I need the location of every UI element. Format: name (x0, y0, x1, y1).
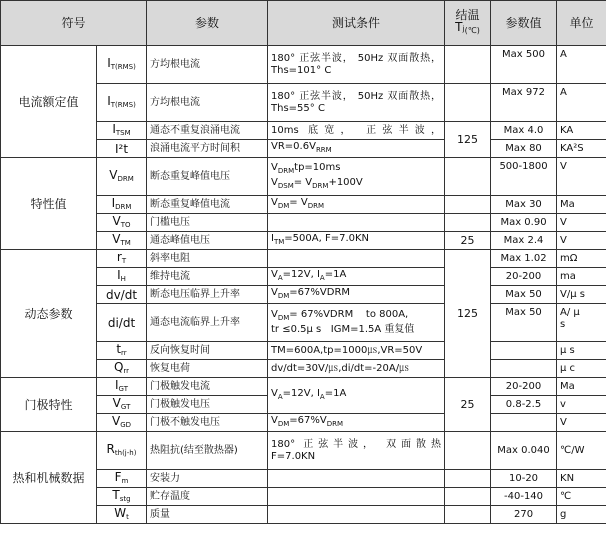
symbol-sub: T(RMS) (110, 100, 136, 109)
param-cell: 方均根电流 (147, 46, 268, 84)
symbol-sub: rr (121, 348, 127, 357)
value-cell: 10-20 (491, 470, 557, 488)
symbol-sub: GT (118, 384, 128, 393)
cond-line (271, 309, 441, 324)
symbol-cell (97, 268, 147, 286)
cond-cell (268, 506, 445, 524)
value-cell: 270 (491, 506, 557, 524)
unit-cell: ℃ (557, 488, 606, 506)
symbol-cell (97, 196, 147, 214)
header-unit: 单位 (557, 1, 606, 46)
group-thermal: 热和机械数据 (1, 432, 97, 524)
cond-text: V (271, 287, 278, 298)
cond-cell (268, 432, 445, 470)
cond-text: V (271, 197, 278, 208)
param-cell: 断态重复峰值电流 (147, 196, 268, 214)
cond-sub: DRM (307, 202, 324, 210)
table-row (1, 46, 606, 84)
header-tj-line2 (448, 21, 487, 37)
cond-cell: TM=600A,tp=1000㎲,VR=50V (268, 342, 445, 360)
value-cell: Max 2.4 (491, 232, 557, 250)
param-cell: 通态电流临界上升率 (147, 304, 268, 342)
unit-cell: A (557, 84, 606, 122)
symbol-main: V (112, 231, 121, 246)
unit-cell: μ s (557, 342, 606, 360)
cond-text: V (271, 388, 278, 399)
symbol-main: Q (113, 359, 124, 374)
cond-text: =67%VDRM (289, 287, 351, 298)
symbol-main: I (107, 93, 111, 108)
cond-line (271, 162, 441, 177)
symbol-main: R (106, 441, 115, 456)
cond-sub: DSM (277, 181, 294, 190)
cond-sub: A (319, 274, 325, 282)
temp-cell (445, 84, 491, 122)
cond-sub: DM (277, 314, 290, 322)
cond-text: =12V, I (282, 269, 320, 280)
symbol-cell (97, 84, 147, 122)
symbol-sub: DRM (117, 174, 134, 183)
symbol-main: I (111, 195, 116, 210)
symbol-cell (97, 342, 147, 360)
cond-sub: DRM (312, 181, 329, 190)
symbol-cell (97, 122, 147, 140)
param-cell: 通态峰值电压 (147, 232, 268, 250)
cond-text: = 67%VDRM to 800A, (289, 309, 409, 320)
temp-cell (445, 506, 491, 524)
cond-text: V (271, 176, 278, 188)
unit-cell: mΩ (557, 250, 606, 268)
header-tj-unit: (℃) (464, 26, 480, 35)
temp-cell (445, 196, 491, 214)
cond-text: =1A (324, 269, 347, 280)
cond-cell (268, 470, 445, 488)
cond-cell (268, 214, 445, 232)
cond-line: 10ms 底宽， 正弦半波， (271, 124, 442, 136)
symbol-cell: I²t (97, 140, 147, 158)
value-cell: Max 1.02 (491, 250, 557, 268)
cond-sub: TM (273, 238, 285, 246)
unit-cell: V/μ s (557, 286, 606, 304)
unit-cell (557, 304, 606, 342)
symbol-cell (97, 232, 147, 250)
unit-cell: g (557, 506, 606, 524)
cond-sub: A (277, 393, 283, 401)
cond-sub: DRM (277, 166, 295, 175)
group-characteristic: 特性值 (1, 158, 97, 250)
symbol-main: V (109, 167, 118, 182)
symbol-sub: TM (120, 238, 131, 247)
cond-text: tp=10ms (294, 161, 341, 173)
unit-cell: V (557, 414, 606, 432)
unit-cell: KA²S (557, 140, 606, 158)
temp-cell-block1: 125 (445, 122, 491, 158)
param-cell: 维持电流 (147, 268, 268, 286)
symbol-cell: di/dt (97, 304, 147, 342)
value-cell: Max 972 (491, 84, 557, 122)
temp-cell-block3: 25 (445, 378, 491, 432)
symbol-main: t (116, 341, 122, 356)
symbol-main: I (115, 377, 119, 392)
symbol-main: F (114, 469, 122, 484)
cond-line: tr ≤0.5μ s IGM=1.5A 重复值 (271, 324, 415, 335)
cond-text: = V (293, 176, 313, 188)
param-cell: 方均根电流 (147, 84, 268, 122)
value-cell: Max 50 (491, 286, 557, 304)
param-cell: 质量 (147, 506, 268, 524)
unit-cell: ℃/W (557, 432, 606, 470)
temp-cell (445, 432, 491, 470)
header-symbol: 符号 (1, 1, 147, 46)
symbol-sub: T (121, 256, 127, 265)
value-cell (491, 342, 557, 360)
value-cell: 20-200 (491, 268, 557, 286)
value-cell: Max 4.0 (491, 122, 557, 140)
unit-cell: KA (557, 122, 606, 140)
cond-line (271, 177, 441, 192)
symbol-cell (97, 46, 147, 84)
temp-cell-block2: 125 (445, 250, 491, 378)
symbol-sub: m (121, 476, 129, 485)
cond-text: +100V (328, 176, 363, 188)
cond-cell (268, 414, 445, 432)
cond-line: Ths=55° C (271, 102, 325, 114)
group-gate: 门极特性 (1, 378, 97, 432)
header-value: 参数值 (491, 1, 557, 46)
symbol-sub: DRM (115, 202, 132, 211)
unit-cell: V (557, 232, 606, 250)
value-cell: 20-200 (491, 378, 557, 396)
param-cell: 贮存温度 (147, 488, 268, 506)
value-cell: 0.8-2.5 (491, 396, 557, 414)
symbol-sub: H (120, 274, 126, 283)
unit-line: s (560, 319, 566, 330)
symbol-cell (97, 432, 147, 470)
cond-cell (268, 232, 445, 250)
temp-cell (445, 214, 491, 232)
cond-cell (268, 488, 445, 506)
cond-line: Ths=101° C (271, 64, 332, 76)
table-row (1, 432, 606, 470)
param-cell: 浪涌电流平方时间积 (147, 140, 268, 158)
symbol-cell (97, 470, 147, 488)
symbol-cell (97, 250, 147, 268)
symbol-main: V (112, 395, 121, 410)
symbol-cell (97, 488, 147, 506)
symbol-main: W (114, 505, 127, 520)
param-cell: 通态不重复浪涌电流 (147, 122, 268, 140)
value-cell: Max 50 (491, 304, 557, 342)
cond-cell (268, 286, 445, 304)
cond-text: V (271, 161, 278, 173)
value-cell: Max 500 (491, 46, 557, 84)
symbol-sub: t (126, 512, 129, 521)
cond-cell (268, 46, 445, 84)
symbol-cell (97, 378, 147, 396)
param-cell: 门槛电压 (147, 214, 268, 232)
header-tj-line1: 结温 (455, 8, 480, 22)
temp-cell (445, 46, 491, 84)
cond-cell-gate (268, 378, 445, 414)
symbol-cell: dv/dt (97, 286, 147, 304)
cond-cell (268, 122, 445, 140)
unit-cell: KN (557, 470, 606, 488)
param-cell: 断态电压临界上升率 (147, 286, 268, 304)
cond-cell (268, 268, 445, 286)
param-cell: 断态重复峰值电压 (147, 158, 268, 196)
cond-text: =1A (324, 388, 347, 399)
symbol-sub: th(j-h) (114, 448, 137, 457)
cond-cell (268, 84, 445, 122)
symbol-sub: T(RMS) (110, 62, 136, 71)
symbol-cell (97, 214, 147, 232)
cond-text: =500A, F=7.0KN (284, 233, 370, 244)
temp-cell (445, 158, 491, 196)
param-cell: 斜率电阻 (147, 250, 268, 268)
symbol-cell (97, 414, 147, 432)
symbol-sub: GT (120, 402, 131, 411)
cond-text: =67%V (289, 415, 327, 426)
symbol-sub: TSM (115, 128, 131, 137)
symbol-main: r (116, 249, 122, 264)
cond-line: 180° 正弦半波， 双面散热 (271, 438, 442, 450)
unit-cell: V (557, 214, 606, 232)
param-cell: 恢复电荷 (147, 360, 268, 378)
header-conditions: 测试条件 (268, 1, 445, 46)
cond-cell (268, 140, 445, 158)
symbol-sub: GD (120, 420, 132, 429)
param-cell: 门极触发电压 (147, 396, 268, 414)
param-cell: 热阻抗(结至散热器) (147, 432, 268, 470)
symbol-main: V (111, 413, 121, 428)
symbol-main: I (107, 55, 111, 70)
value-cell (491, 360, 557, 378)
value-cell: Max 0.90 (491, 214, 557, 232)
header-tj-symbol: Tⱼ (455, 20, 465, 34)
value-cell (491, 414, 557, 432)
cond-cell (268, 250, 445, 268)
unit-cell: ma (557, 268, 606, 286)
symbol-main: T (112, 487, 120, 502)
value-cell: Max 30 (491, 196, 557, 214)
cond-cell (268, 196, 445, 214)
value-cell: Max 80 (491, 140, 557, 158)
temp-cell (445, 488, 491, 506)
cond-line: F=7.0KN (271, 450, 316, 462)
cond-text: VR=0.6V (271, 141, 316, 152)
cond-cell (268, 158, 445, 196)
table-row (1, 250, 606, 268)
unit-line: A/ μ (560, 307, 580, 318)
cond-text: I (271, 233, 274, 244)
symbol-sub: stg (119, 494, 131, 503)
unit-cell: μ c (557, 360, 606, 378)
param-cell: 安装力 (147, 470, 268, 488)
table-row (1, 158, 606, 196)
unit-cell: Ma (557, 378, 606, 396)
cond-text: = V (289, 197, 308, 208)
cond-sub: RRM (315, 146, 332, 154)
symbol-main: I (117, 267, 121, 282)
value-cell: 500-1800 (491, 158, 557, 196)
symbol-cell (97, 506, 147, 524)
cond-text: V (271, 269, 278, 280)
cond-cell (268, 304, 445, 342)
symbol-sub: rr (123, 366, 130, 375)
value-cell: -40-140 (491, 488, 557, 506)
symbol-sub: TO (120, 220, 131, 229)
symbol-main: I (112, 121, 116, 136)
cond-sub: DM (277, 292, 290, 300)
cond-cell: dv/dt=30V/㎲,di/dt=-20A/㎲ (268, 360, 445, 378)
cond-sub: DM (277, 420, 290, 428)
group-dynamic: 动态参数 (1, 250, 97, 378)
symbol-cell (97, 158, 147, 196)
cond-text: =12V, I (282, 388, 320, 399)
cond-sub: A (319, 393, 325, 401)
header-tj (445, 1, 491, 46)
unit-cell: Ma (557, 196, 606, 214)
cond-text: V (271, 309, 278, 320)
table-row (1, 378, 606, 396)
cond-line: 180° 正弦半波， 50Hz 双面散热， (271, 90, 442, 102)
group-rated-current: 电流额定值 (1, 46, 97, 158)
symbol-cell (97, 360, 147, 378)
cond-sub: DRM (326, 420, 344, 428)
temp-cell (445, 470, 491, 488)
unit-cell: A (557, 46, 606, 84)
header-parameter: 参数 (147, 1, 268, 46)
cond-text: V (271, 415, 278, 426)
symbol-cell (97, 396, 147, 414)
cond-line: 180° 正弦半波， 50Hz 双面散热， (271, 52, 442, 64)
cond-sub: DM (277, 202, 290, 210)
unit-cell: V (557, 158, 606, 196)
symbol-main: V (112, 213, 121, 228)
unit-cell: v (557, 396, 606, 414)
param-cell: 门极不触发电压 (147, 414, 268, 432)
cond-sub: A (277, 274, 283, 282)
param-cell: 反向恢复时间 (147, 342, 268, 360)
param-cell: 门极触发电流 (147, 378, 268, 396)
header-row (1, 1, 606, 46)
value-cell: Max 0.040 (491, 432, 557, 470)
temp-cell-vtm: 25 (445, 232, 491, 250)
